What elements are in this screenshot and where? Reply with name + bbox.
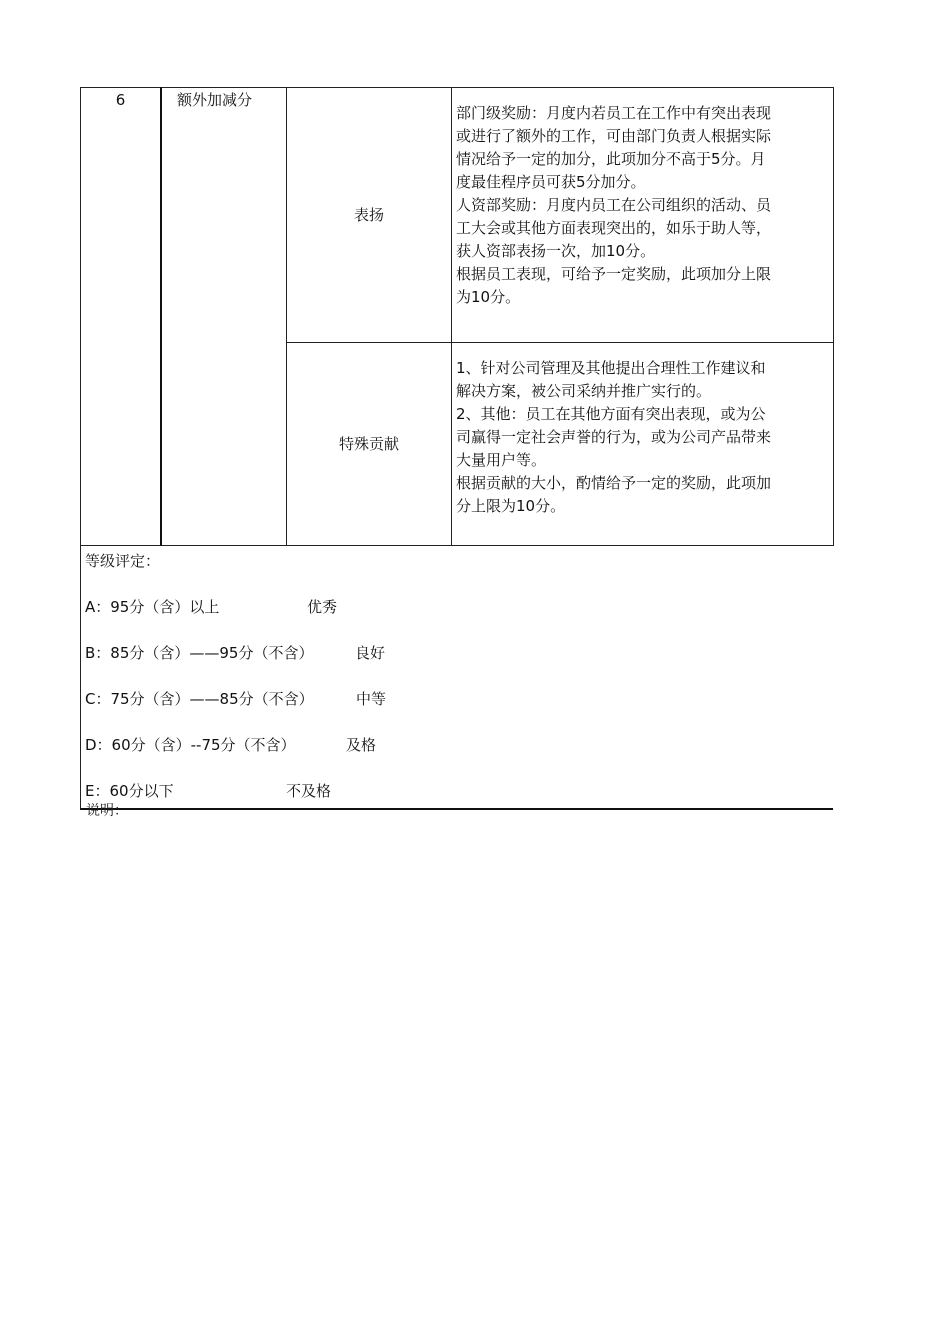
description-line: 解决方案，被公司采纳并推广实行的。 xyxy=(456,382,712,400)
grade-row-e xyxy=(85,780,332,801)
category-label: 额外加减分 xyxy=(177,91,253,109)
grade-level: 良好 xyxy=(355,644,386,662)
grade-row-a xyxy=(85,596,338,617)
description-line: 为10分。 xyxy=(456,288,521,306)
item-name-cell xyxy=(287,343,452,546)
item-description-cell xyxy=(452,88,834,343)
note-label: 说明： xyxy=(86,803,128,819)
description-line: 根据贡献的大小，酌情给予一定的奖励，此项加 xyxy=(456,474,772,492)
description-line: 2、其他：员工在其他方面有突出表现，或为公 xyxy=(456,405,766,423)
grade-range: C：75分（含）——85分（不含） xyxy=(85,690,314,708)
description-line: 大量用户等。 xyxy=(456,451,547,469)
evaluation-sheet xyxy=(80,87,834,810)
grade-range: A：95分（含）以上 xyxy=(85,598,220,616)
row-number-cell xyxy=(81,88,162,546)
table-row xyxy=(81,88,834,343)
description-line: 人资部奖励：月度内员工在公司组织的活动、员 xyxy=(456,196,772,214)
description-line: 分上限为10分。 xyxy=(456,497,566,515)
description-line: 部门级奖励：月度内若员工在工作中有突出表现 xyxy=(456,104,772,122)
grading-title: 等级评定： xyxy=(85,552,161,570)
description-line: 或进行了额外的工作，可由部门负责人根据实际 xyxy=(456,127,772,145)
description-line: 情况给予一定的加分，此项加分不高于5分。月 xyxy=(456,150,766,168)
description-line: 工大会或其他方面表现突出的，如乐于助人等， xyxy=(456,219,772,237)
description-line: 1、针对公司管理及其他提出合理性工作建议和 xyxy=(456,359,766,377)
grade-level: 不及格 xyxy=(286,782,332,800)
row-number: 6 xyxy=(115,91,126,109)
grade-row-c xyxy=(85,688,387,709)
grade-range: D：60分（含）--75分（不含） xyxy=(85,736,296,754)
item-name: 特殊贡献 xyxy=(338,434,399,453)
description-line: 获人资部表扬一次，加10分。 xyxy=(456,242,656,260)
grade-range: E：60分以下 xyxy=(85,782,174,800)
grade-row-b xyxy=(85,642,386,663)
description-line: 司赢得一定社会声誉的行为，或为公司产品带来 xyxy=(456,428,772,446)
grade-row-d xyxy=(85,734,377,755)
description-line: 根据员工表现，可给予一定奖励，此项加分上限 xyxy=(456,265,772,283)
item-description-cell xyxy=(452,343,834,546)
grade-level: 中等 xyxy=(356,690,387,708)
grade-range: B：85分（含）——95分（不含） xyxy=(85,644,314,662)
category-cell xyxy=(161,88,287,546)
grade-level: 优秀 xyxy=(307,598,338,616)
grade-level: 及格 xyxy=(346,736,377,754)
grading-section xyxy=(80,546,833,810)
description-line: 度最佳程序员可获5分加分。 xyxy=(456,173,646,191)
bonus-table xyxy=(80,87,834,546)
item-name-cell xyxy=(287,88,452,343)
item-name: 表扬 xyxy=(353,205,384,224)
